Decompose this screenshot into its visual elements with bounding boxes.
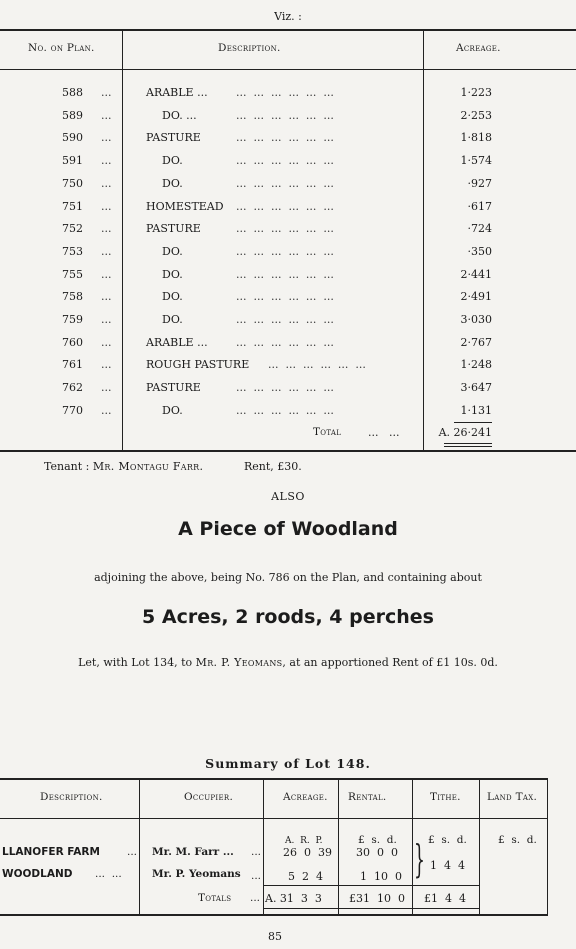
plan-dots: ...: [101, 199, 112, 213]
plot-description: ROUGH PASTURE: [146, 358, 250, 372]
summary-totals-dots: ...: [250, 892, 261, 904]
table-row: [0, 290, 576, 310]
summary-row-1-rental: 30 0 0: [356, 846, 398, 859]
plan-dots: ...: [101, 290, 112, 304]
plan-dots: ...: [101, 358, 112, 372]
summary-units-rental: £ s. d.: [358, 834, 397, 846]
summary-units-acreage: A. R. P.: [285, 836, 323, 846]
plan-number: 591: [62, 154, 83, 168]
description-dots: ... ... ... ... ... ...: [236, 244, 334, 258]
summary-col-4: [412, 779, 413, 914]
summary-col-2: [263, 779, 264, 914]
summary-row-2-occ-dots: ...: [251, 870, 262, 882]
viz-heading: Viz. :: [274, 10, 302, 23]
description-dots: ... ... ... ... ... ...: [236, 267, 334, 281]
summary-bottom-rule: [0, 914, 548, 916]
let-text-c: , at an apportioned Rent of £1 10s. 0d.: [282, 656, 498, 669]
plan-dots: ...: [101, 222, 112, 236]
plot-acreage: 1·131: [460, 403, 492, 417]
header-acreage: Acreage.: [456, 42, 501, 54]
summary-header-description: Description.: [40, 791, 103, 803]
plot-acreage: ·724: [467, 222, 492, 236]
summary-row-1-occ-dots: ...: [251, 846, 262, 858]
table-row: [0, 381, 576, 401]
plot-description: DO. ...: [162, 108, 197, 122]
summary-header-rental: Rental.: [348, 791, 387, 803]
header-description: Description.: [218, 42, 281, 54]
plot-description: DO.: [162, 267, 183, 281]
tenant-label: Tenant :: [44, 460, 90, 473]
plot-description: PASTURE: [146, 131, 201, 145]
total-rule-bottom-2: [444, 446, 492, 447]
plot-description: HOMESTEAD: [146, 199, 224, 213]
table-row: [0, 86, 576, 106]
description-dots: ... ... ... ... ... ...: [268, 358, 366, 372]
tenant-rent: Rent, £30.: [244, 460, 302, 473]
total-dots: ... ...: [368, 426, 400, 439]
plot-acreage: 2·253: [460, 108, 492, 122]
plan-number: 759: [62, 313, 83, 326]
plot-acreage: 3·030: [460, 313, 492, 326]
plan-dots: ...: [101, 244, 112, 258]
summary-totals-rental: £31 10 0: [349, 892, 405, 905]
total-rule-bottom-1: [444, 443, 492, 444]
summary-total-rule: [264, 908, 479, 909]
plot-acreage: ·927: [467, 176, 492, 190]
plan-number: 770: [62, 403, 83, 417]
table-header-rule: [0, 69, 576, 70]
description-dots: ... ... ... ... ... ...: [236, 199, 334, 213]
woodland-title: A Piece of Woodland: [178, 518, 398, 540]
table-row: [0, 222, 576, 242]
summary-totals-tithe: £1 4 4: [424, 892, 466, 905]
summary-row-2-occupier: Mr. P. Yeomans: [152, 868, 241, 880]
summary-col-6: [547, 779, 548, 914]
table-row: [0, 154, 576, 174]
woodland-description: adjoining the above, being No. 786 on the Plan, and containing about: [94, 571, 482, 584]
plan-dots: ...: [101, 381, 112, 395]
summary-row-1-description: LLANOFER FARM: [2, 846, 100, 858]
plot-acreage: 2·491: [460, 290, 492, 304]
table-row: [0, 268, 576, 288]
let-text-a: Let, with Lot 134, to: [78, 656, 196, 669]
summary-units-tithe: £ s. d.: [428, 834, 467, 846]
description-dots: ... ... ... ... ... ...: [236, 131, 334, 145]
summary-header-acreage: Acreage.: [283, 791, 328, 803]
plan-dots: ...: [101, 176, 112, 190]
description-dots: ... ... ... ... ... ...: [236, 222, 334, 236]
plot-acreage: 1·818: [460, 131, 492, 145]
plot-acreage: 1·223: [460, 86, 492, 99]
table-row: [0, 131, 576, 151]
plot-description: DO.: [162, 290, 183, 304]
plan-dots: ...: [101, 86, 112, 99]
plot-acreage: 2·441: [460, 267, 492, 281]
plot-acreage: 1·574: [460, 154, 492, 168]
summary-row-2-rental: 1 10 0: [360, 870, 402, 883]
total-rule-top: [454, 422, 492, 423]
plan-number: 590: [62, 131, 83, 145]
plot-acreage: 1·248: [460, 358, 492, 372]
table-bottom-rule: [0, 450, 576, 452]
plot-description: PASTURE: [146, 381, 201, 395]
plan-number: 751: [62, 199, 83, 213]
description-dots: ... ... ... ... ... ...: [236, 313, 334, 326]
plot-description: DO.: [162, 403, 183, 417]
summary-totals-label: Totals: [198, 892, 232, 904]
let-text-b: Mr. P. Yeomans: [195, 656, 283, 669]
table-row: [0, 177, 576, 197]
table-row: [0, 245, 576, 265]
plot-description: DO.: [162, 154, 183, 168]
plan-number: 762: [62, 381, 83, 395]
also-heading: ALSO: [271, 490, 305, 503]
table-row: [0, 200, 576, 220]
plan-dots: ...: [101, 131, 112, 145]
tenant-line: [44, 460, 203, 473]
header-plan: No. on Plan.: [28, 42, 95, 54]
plan-number: 752: [62, 222, 83, 236]
description-dots: ... ... ... ... ... ...: [236, 176, 334, 190]
description-dots: ... ... ... ... ... ...: [236, 335, 334, 349]
plot-description: PASTURE: [146, 222, 201, 236]
summary-row-2-description: WOODLAND: [2, 868, 73, 880]
table-row: [0, 358, 576, 378]
plot-acreage: ·617: [467, 199, 492, 213]
page-number: 85: [268, 930, 282, 943]
table-top-rule: [0, 29, 576, 31]
summary-row-1-occupier: Mr. M. Farr ...: [152, 846, 234, 858]
table-row: [0, 313, 576, 333]
plan-dots: ...: [101, 154, 112, 168]
plan-number: 753: [62, 244, 83, 258]
plot-description: DO.: [162, 176, 183, 190]
summary-units-land-tax: £ s. d.: [498, 834, 537, 846]
summary-tithe-brace: }: [414, 837, 425, 881]
summary-totals-acreage: A. 31 3 3: [265, 892, 322, 905]
summary-title: Summary of Lot 148.: [205, 756, 371, 771]
summary-header-land-tax: Land Tax.: [487, 791, 538, 803]
summary-tithe-value: 1 4 4: [430, 859, 465, 872]
description-dots: ... ... ... ... ... ...: [236, 108, 334, 122]
plan-number: 589: [62, 108, 83, 122]
plot-acreage: ·350: [467, 244, 492, 258]
plan-number: 758: [62, 290, 83, 304]
plot-acreage: 3·647: [460, 381, 492, 395]
summary-header-rule: [0, 818, 548, 819]
summary-top-rule: [0, 778, 548, 780]
description-dots: ... ... ... ... ... ...: [236, 381, 334, 395]
description-dots: ... ... ... ... ... ...: [236, 403, 334, 417]
plan-number: 755: [62, 267, 83, 281]
plan-number: 588: [62, 86, 83, 99]
plan-dots: ...: [101, 313, 112, 326]
plan-dots: ...: [101, 335, 112, 349]
plan-number: 750: [62, 176, 83, 190]
description-dots: ... ... ... ... ... ...: [236, 154, 334, 168]
tenant-name: Mr. Montagu Farr.: [92, 460, 204, 473]
summary-col-3: [338, 779, 339, 914]
summary-row-2-dots: ... ...: [95, 868, 122, 880]
plan-dots: ...: [101, 267, 112, 281]
plan-number: 761: [62, 358, 83, 372]
summary-row-1-dots: ...: [127, 846, 138, 858]
table-row: [0, 336, 576, 356]
total-label: Total: [313, 426, 342, 438]
plan-dots: ...: [101, 108, 112, 122]
plot-description: ARABLE ...: [146, 86, 208, 99]
description-dots: ... ... ... ... ... ...: [236, 290, 334, 304]
plot-acreage: 2·767: [460, 335, 492, 349]
summary-header-tithe: Tithe.: [430, 791, 461, 803]
table-row: [0, 109, 576, 129]
let-text: [0, 656, 576, 669]
table-row: [0, 404, 576, 424]
plot-description: ARABLE ...: [146, 335, 208, 349]
plan-dots: ...: [101, 403, 112, 417]
summary-col-5: [479, 779, 480, 914]
total-value: A. 26·241: [438, 426, 492, 439]
summary-row-2-acreage: 5 2 4: [288, 870, 323, 883]
plot-description: DO.: [162, 313, 183, 326]
summary-subtotal-rule: [264, 885, 479, 886]
summary-row-1-acreage: 26 0 39: [283, 846, 332, 859]
description-dots: ... ... ... ... ... ...: [236, 86, 334, 99]
summary-header-occupier: Occupier.: [184, 791, 234, 803]
summary-col-1: [139, 779, 140, 914]
area-title: 5 Acres, 2 roods, 4 perches: [142, 606, 434, 628]
plan-number: 760: [62, 335, 83, 349]
plot-description: DO.: [162, 244, 183, 258]
